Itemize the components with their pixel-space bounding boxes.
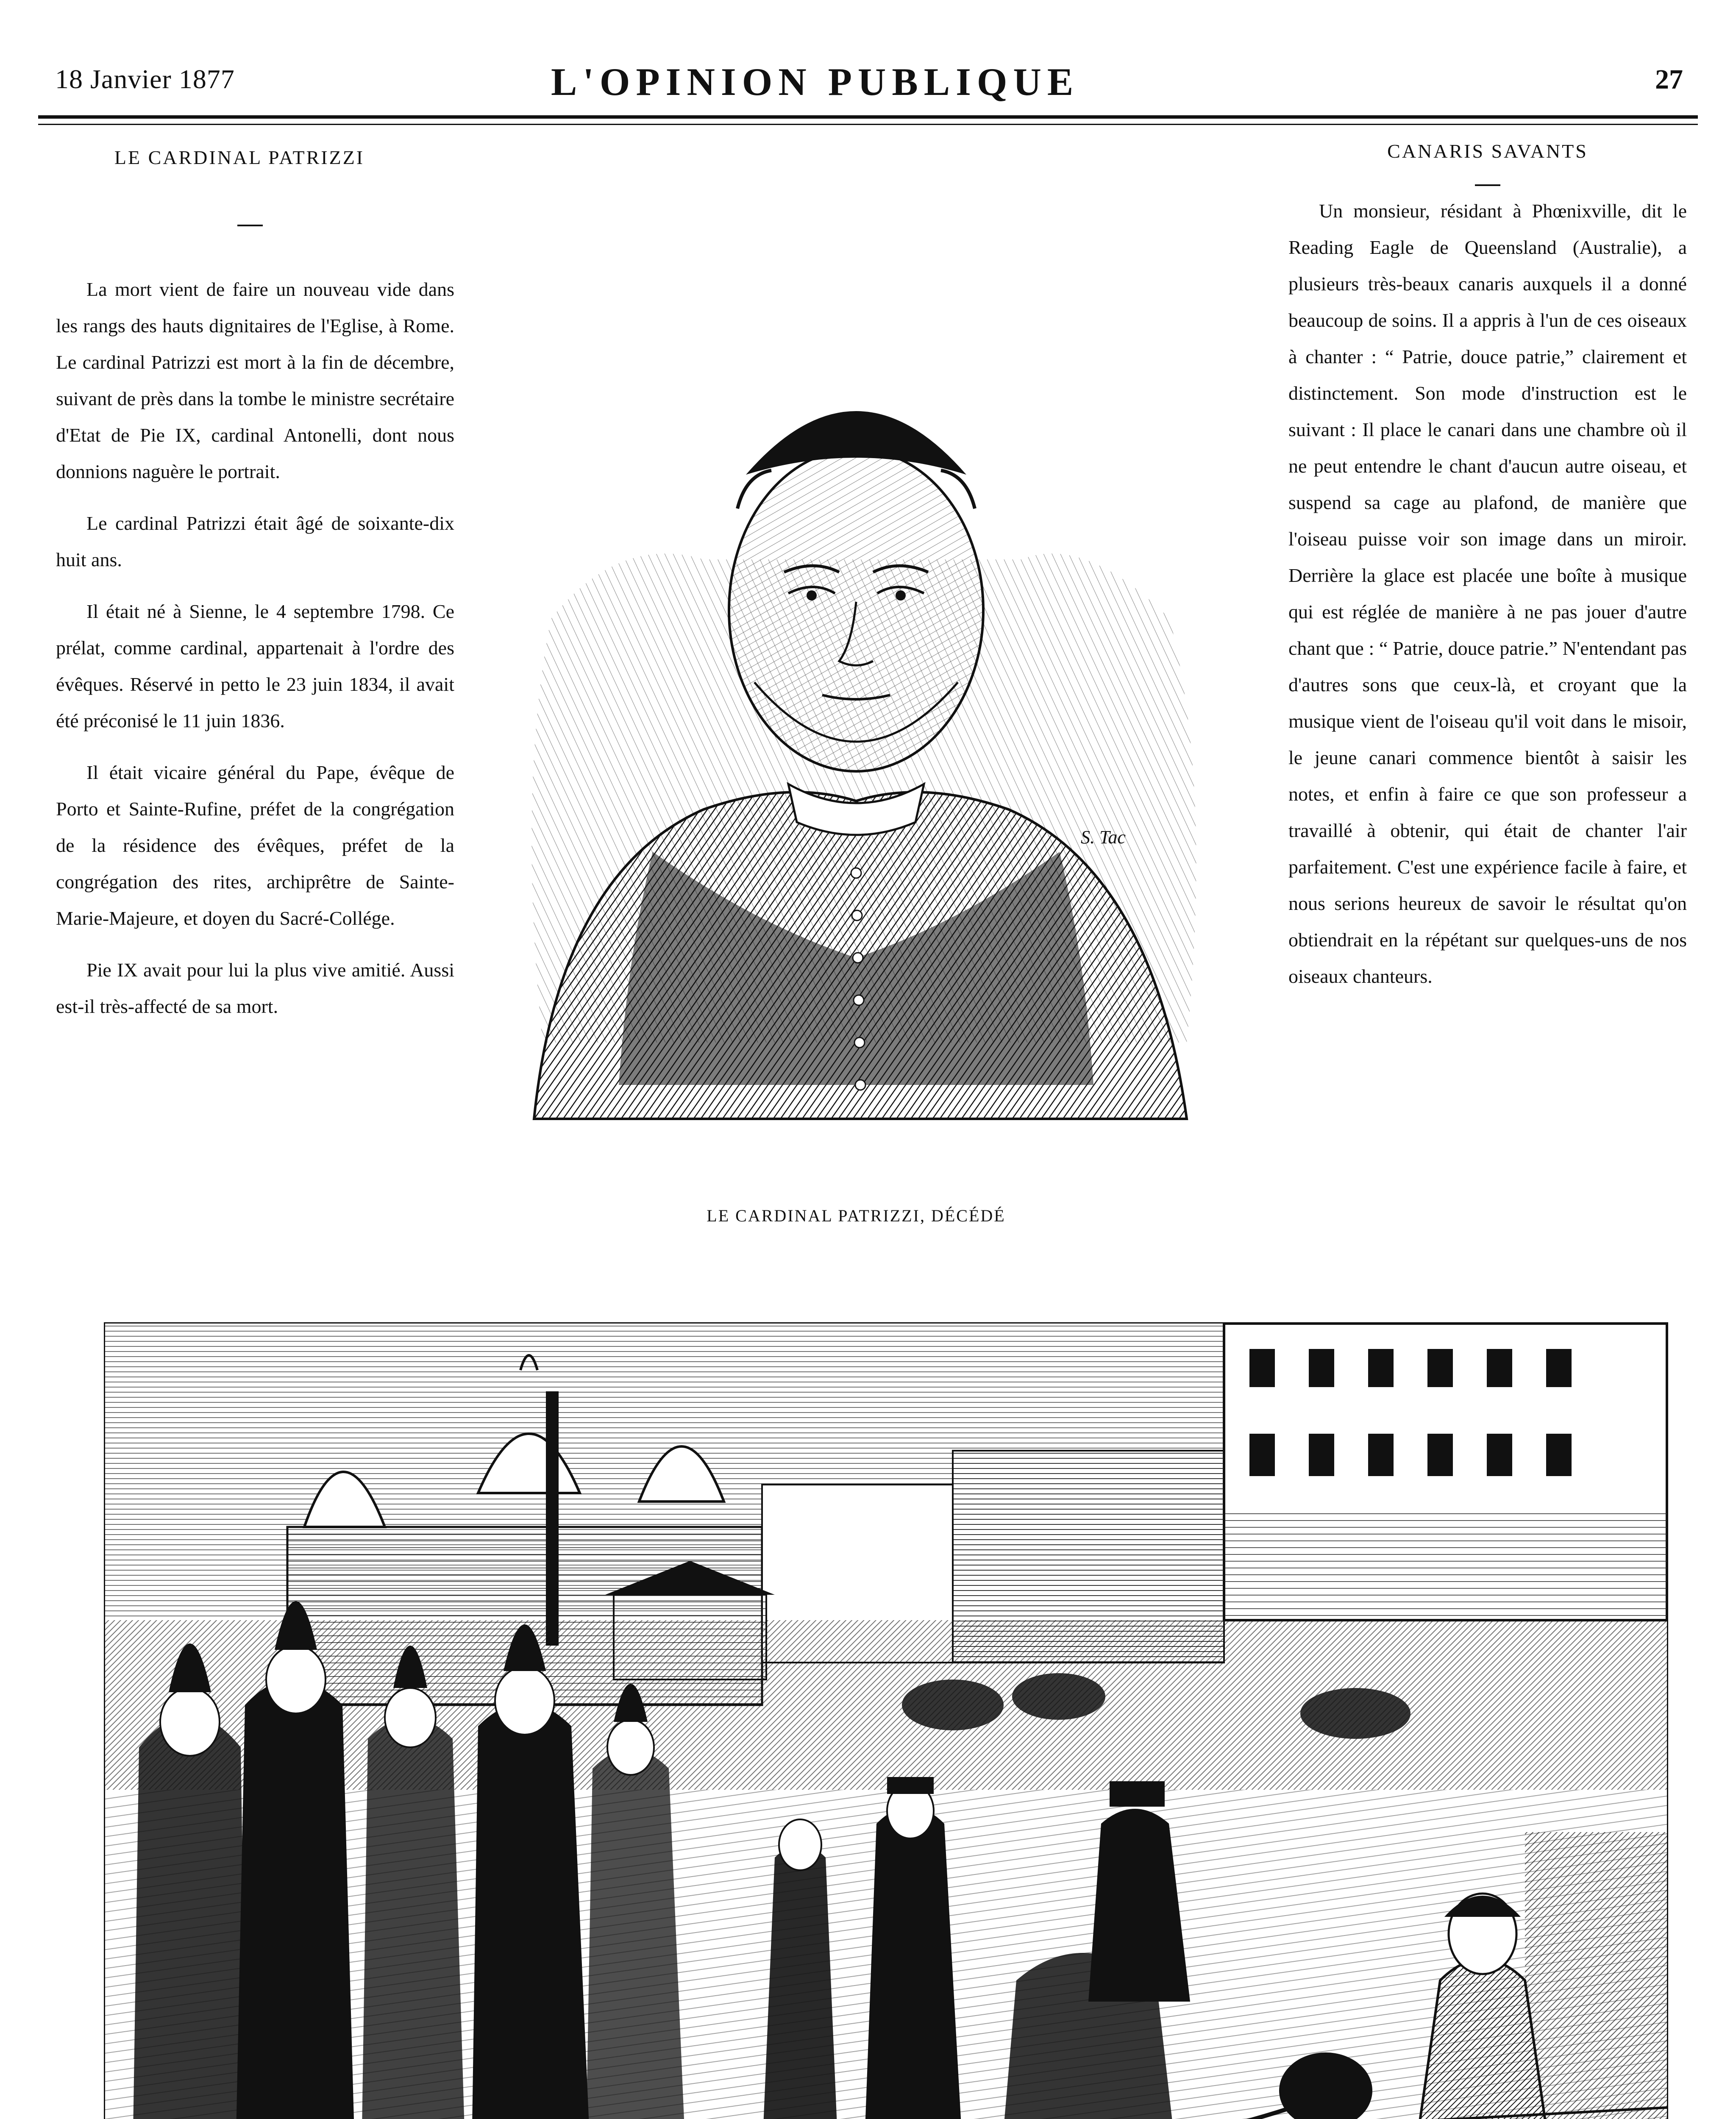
right-column-article bbox=[1288, 193, 1687, 1010]
left-paragraph-5: Pie IX avait pour lui la plus vive amitié. Aussi est-il très-affecté de sa mort. bbox=[56, 959, 454, 1017]
st-petersbourg-engraving bbox=[104, 1322, 1668, 2119]
masthead-rule-thin bbox=[38, 124, 1698, 125]
left-paragraph-4: Il était vicaire général du Pape, évêque de Porto et Sainte-Rufine, préfet de la congrégation de la résidence des évêques, préfet de la congrégation des rites, archiprêtre de Sainte-Marie-Majeure, et doyen du Sacré-Collége. bbox=[56, 762, 454, 929]
left-paragraph-2: Le cardinal Patrizzi était âgé de soixante-dix huit ans. bbox=[56, 512, 454, 570]
street-scene-illustration bbox=[105, 1324, 1667, 2119]
right-column-title: CANARIS SAVANTS bbox=[1387, 140, 1588, 162]
right-paragraph-1: Un monsieur, résidant à Phœnixville, dit le Reading Eagle de Queensland (Australie), a plusieurs très-beaux canaris auxquels il a donné beaucoup de soins. Il a appris à l'un de ces oiseaux à chanter : “ Patrie, douce patrie,” clairement et distinctement. Son mode d'instruction est le suivant : Il place le canari dans une chambre où il ne peut entendre le chant d'aucun autre oiseau, et suspend sa cage au plafond, de manière que l'oiseau puisse voir son image dans un miroir. Derrière la glace est placée une boîte à musique qui est réglée de manière à ne pas jouer d'autre chant que : “ Patrie, douce patrie.” N'entendant pas d'autres sons que ceux-là, et croyant que la musique vient de l'oiseau qu'il voit dans le misoir, le jeune canari commence bientôt à saisir les notes, et enfin à faire ce que son professeur a travaillé à obtenir, qui était de chanter l'air parfaitement. C'est une expérience facile à faire, et nous serions heureux de savoir le résultat qu'on obtiendrait en la répétant sur quelques-uns de nos oiseaux chanteurs. bbox=[1288, 200, 1687, 987]
left-column-divider bbox=[237, 225, 263, 226]
left-paragraph-1: La mort vient de faire un nouveau vide dans les rangs des hauts dignitaires de l'Eglise, à Rome. Le cardinal Patrizzi est mort à la fin de décembre, suivant de près dans la tombe le ministre secrétaire d'Etat de Pie IX, cardinal Antonelli, dont nous donnions naguère le portrait. bbox=[56, 278, 454, 482]
page-number: 27 bbox=[1655, 64, 1683, 95]
right-column-divider bbox=[1475, 184, 1500, 186]
portrait-illustration bbox=[492, 237, 1221, 1195]
masthead-title: L'OPINION PUBLIQUE bbox=[551, 60, 1079, 103]
masthead-date: 18 Janvier 1877 bbox=[55, 64, 235, 94]
portrait-engraving bbox=[492, 237, 1221, 1195]
portrait-signature: S. Tac bbox=[1081, 827, 1126, 848]
left-column-article bbox=[56, 271, 454, 1040]
left-paragraph-3: Il était né à Sienne, le 4 septembre 1798. Ce prélat, comme cardinal, appartenait à l'ordre des évêques. Réservé in petto le 23 juin 1834, il avait été préconisé le 11 juin 1836. bbox=[56, 601, 454, 731]
left-column-title: LE CARDINAL PATRIZZI bbox=[114, 147, 365, 168]
portrait-caption: LE CARDINAL PATRIZZI, DÉCÉDÉ bbox=[707, 1206, 1006, 1225]
masthead-rule-thick bbox=[38, 115, 1698, 119]
